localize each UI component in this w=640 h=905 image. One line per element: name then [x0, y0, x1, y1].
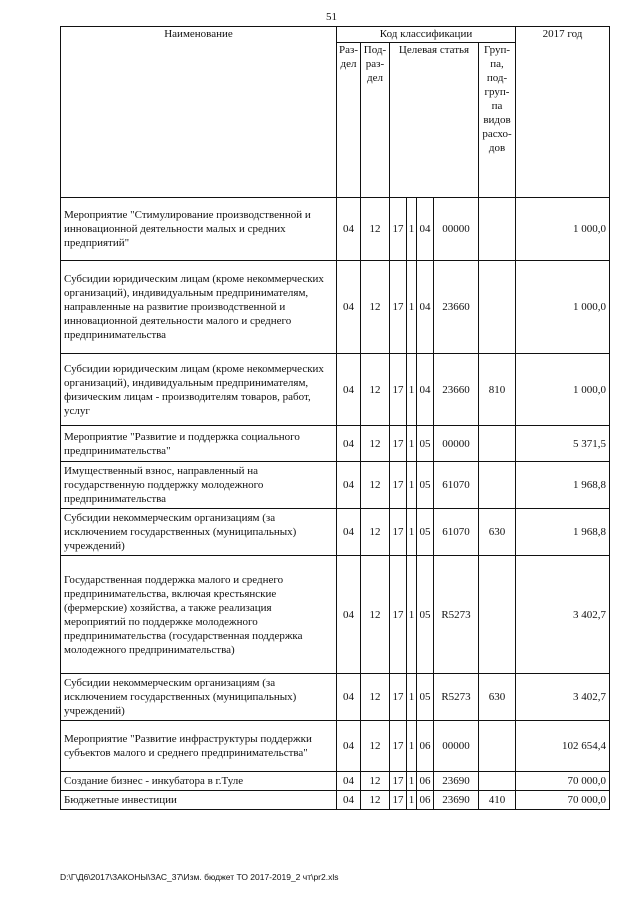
row-subsection: 12: [361, 509, 390, 556]
row-target-subprogram: 1: [407, 426, 417, 462]
header-classification: Код классификации: [337, 27, 516, 43]
row-name: Мероприятие "Развитие инфраструктуры поддержки субъектов малого и среднего предпринимательства": [61, 721, 337, 772]
row-target-direction: 00000: [434, 721, 479, 772]
row-section: 04: [337, 721, 361, 772]
row-name: Создание бизнес - инкубатора в г.Туле: [61, 772, 337, 791]
table-row: [61, 509, 610, 556]
row-subsection: 12: [361, 791, 390, 810]
row-target-program: 17: [390, 509, 407, 556]
row-target-subprogram: 1: [407, 791, 417, 810]
row-expense-group: 630: [479, 509, 516, 556]
header-expense-group: Груп- па, под- груп- па видов расхо- дов: [479, 43, 516, 198]
row-target-program: 17: [390, 462, 407, 509]
row-name: Субсидии некоммерческим организациям (за исключением государственных (муниципальных) учреждений): [61, 674, 337, 721]
table-row: [61, 791, 610, 810]
row-target-direction: 00000: [434, 198, 479, 261]
row-expense-group: [479, 261, 516, 354]
row-target-subprogram: 1: [407, 556, 417, 674]
row-name: Субсидии юридическим лицам (кроме некоммерческих организаций), индивидуальным предпринимателям, физическим лицам - производителям товаров, работ, услуг: [61, 354, 337, 426]
row-section: 04: [337, 462, 361, 509]
row-target-direction: R5273: [434, 556, 479, 674]
row-section: 04: [337, 556, 361, 674]
row-name: Государственная поддержка малого и среднего предпринимательства, включая крестьянские (фермерские) хозяйства, а также реализация мероприятий по поддержке молодежного предпринимательства (государственная поддержка молодежного предпринимательства): [61, 556, 337, 674]
row-target-program: 17: [390, 674, 407, 721]
table-row: [61, 556, 610, 674]
row-amount: 1 000,0: [516, 198, 610, 261]
row-target-direction: 61070: [434, 462, 479, 509]
row-expense-group: [479, 462, 516, 509]
header-section: Раз- дел: [337, 43, 361, 198]
row-expense-group: 630: [479, 674, 516, 721]
row-subsection: 12: [361, 721, 390, 772]
row-name: Субсидии некоммерческим организациям (за исключением государственных (муниципальных) учреждений): [61, 509, 337, 556]
row-target-program: 17: [390, 198, 407, 261]
row-amount: 1 968,8: [516, 509, 610, 556]
table-row: [61, 462, 610, 509]
row-target-program: 17: [390, 556, 407, 674]
row-amount: 1 000,0: [516, 354, 610, 426]
row-subsection: 12: [361, 462, 390, 509]
row-target-event: 05: [417, 509, 434, 556]
row-amount: 3 402,7: [516, 674, 610, 721]
header-target: Целевая статья: [390, 43, 479, 198]
row-target-program: 17: [390, 354, 407, 426]
table-row: [61, 354, 610, 426]
row-target-event: 05: [417, 462, 434, 509]
row-expense-group: [479, 556, 516, 674]
row-amount: 102 654,4: [516, 721, 610, 772]
row-amount: 1 968,8: [516, 462, 610, 509]
footer-file-path: D:\Г\Д6\2017\ЗАКОНЫ\ЗАС_37\Изм. бюджет ТО 2017-2019_2 чт\pr2.xls: [60, 872, 339, 882]
table-row: [61, 426, 610, 462]
row-subsection: 12: [361, 674, 390, 721]
row-section: 04: [337, 426, 361, 462]
row-expense-group: [479, 426, 516, 462]
row-target-program: 17: [390, 772, 407, 791]
row-target-direction: 00000: [434, 426, 479, 462]
row-target-event: 05: [417, 556, 434, 674]
row-name: Имущественный взнос, направленный на государственную поддержку молодежного предпринимательства: [61, 462, 337, 509]
row-subsection: 12: [361, 556, 390, 674]
page-number: 51: [326, 11, 337, 23]
row-target-direction: 61070: [434, 509, 479, 556]
row-target-direction: 23660: [434, 354, 479, 426]
row-target-program: 17: [390, 261, 407, 354]
row-target-program: 17: [390, 426, 407, 462]
table-row: [61, 721, 610, 772]
row-target-direction: 23690: [434, 772, 479, 791]
row-subsection: 12: [361, 772, 390, 791]
row-amount: 70 000,0: [516, 772, 610, 791]
table-row: [61, 261, 610, 354]
row-expense-group: [479, 198, 516, 261]
row-section: 04: [337, 772, 361, 791]
table-row: [61, 772, 610, 791]
header-year: 2017 год: [516, 27, 610, 198]
row-target-direction: R5273: [434, 674, 479, 721]
row-section: 04: [337, 674, 361, 721]
table-row: [61, 198, 610, 261]
row-target-event: 04: [417, 354, 434, 426]
row-expense-group: [479, 721, 516, 772]
row-target-event: 06: [417, 721, 434, 772]
row-target-subprogram: 1: [407, 509, 417, 556]
row-subsection: 12: [361, 354, 390, 426]
row-target-program: 17: [390, 791, 407, 810]
row-target-subprogram: 1: [407, 721, 417, 772]
row-amount: 3 402,7: [516, 556, 610, 674]
row-target-subprogram: 1: [407, 198, 417, 261]
row-section: 04: [337, 261, 361, 354]
row-target-event: 04: [417, 198, 434, 261]
row-target-subprogram: 1: [407, 772, 417, 791]
row-section: 04: [337, 509, 361, 556]
row-expense-group: 810: [479, 354, 516, 426]
row-target-program: 17: [390, 721, 407, 772]
table-body: [61, 198, 610, 810]
row-amount: 5 371,5: [516, 426, 610, 462]
row-name: Субсидии юридическим лицам (кроме некоммерческих организаций), индивидуальным предпринимателям, направленные на развитие производственной и инновационной деятельности малого и среднего предпринимательства: [61, 261, 337, 354]
row-name: Мероприятие "Стимулирование производственной и инновационной деятельности малых и средних предприятий": [61, 198, 337, 261]
row-subsection: 12: [361, 198, 390, 261]
budget-table: [60, 26, 610, 810]
row-target-direction: 23690: [434, 791, 479, 810]
row-name: Бюджетные инвестиции: [61, 791, 337, 810]
row-section: 04: [337, 198, 361, 261]
row-target-direction: 23660: [434, 261, 479, 354]
row-expense-group: 410: [479, 791, 516, 810]
row-target-event: 04: [417, 261, 434, 354]
row-name: Мероприятие "Развитие и поддержка социального предпринимательства": [61, 426, 337, 462]
row-target-subprogram: 1: [407, 674, 417, 721]
row-target-subprogram: 1: [407, 354, 417, 426]
row-expense-group: [479, 772, 516, 791]
row-section: 04: [337, 791, 361, 810]
row-target-event: 06: [417, 772, 434, 791]
row-target-subprogram: 1: [407, 261, 417, 354]
row-target-event: 06: [417, 791, 434, 810]
row-target-event: 05: [417, 674, 434, 721]
row-subsection: 12: [361, 261, 390, 354]
header-subsection: Под- раз- дел: [361, 43, 390, 198]
table-row: [61, 674, 610, 721]
header-name: Наименование: [61, 27, 337, 198]
row-amount: 70 000,0: [516, 791, 610, 810]
row-subsection: 12: [361, 426, 390, 462]
row-target-event: 05: [417, 426, 434, 462]
row-section: 04: [337, 354, 361, 426]
row-target-subprogram: 1: [407, 462, 417, 509]
row-amount: 1 000,0: [516, 261, 610, 354]
